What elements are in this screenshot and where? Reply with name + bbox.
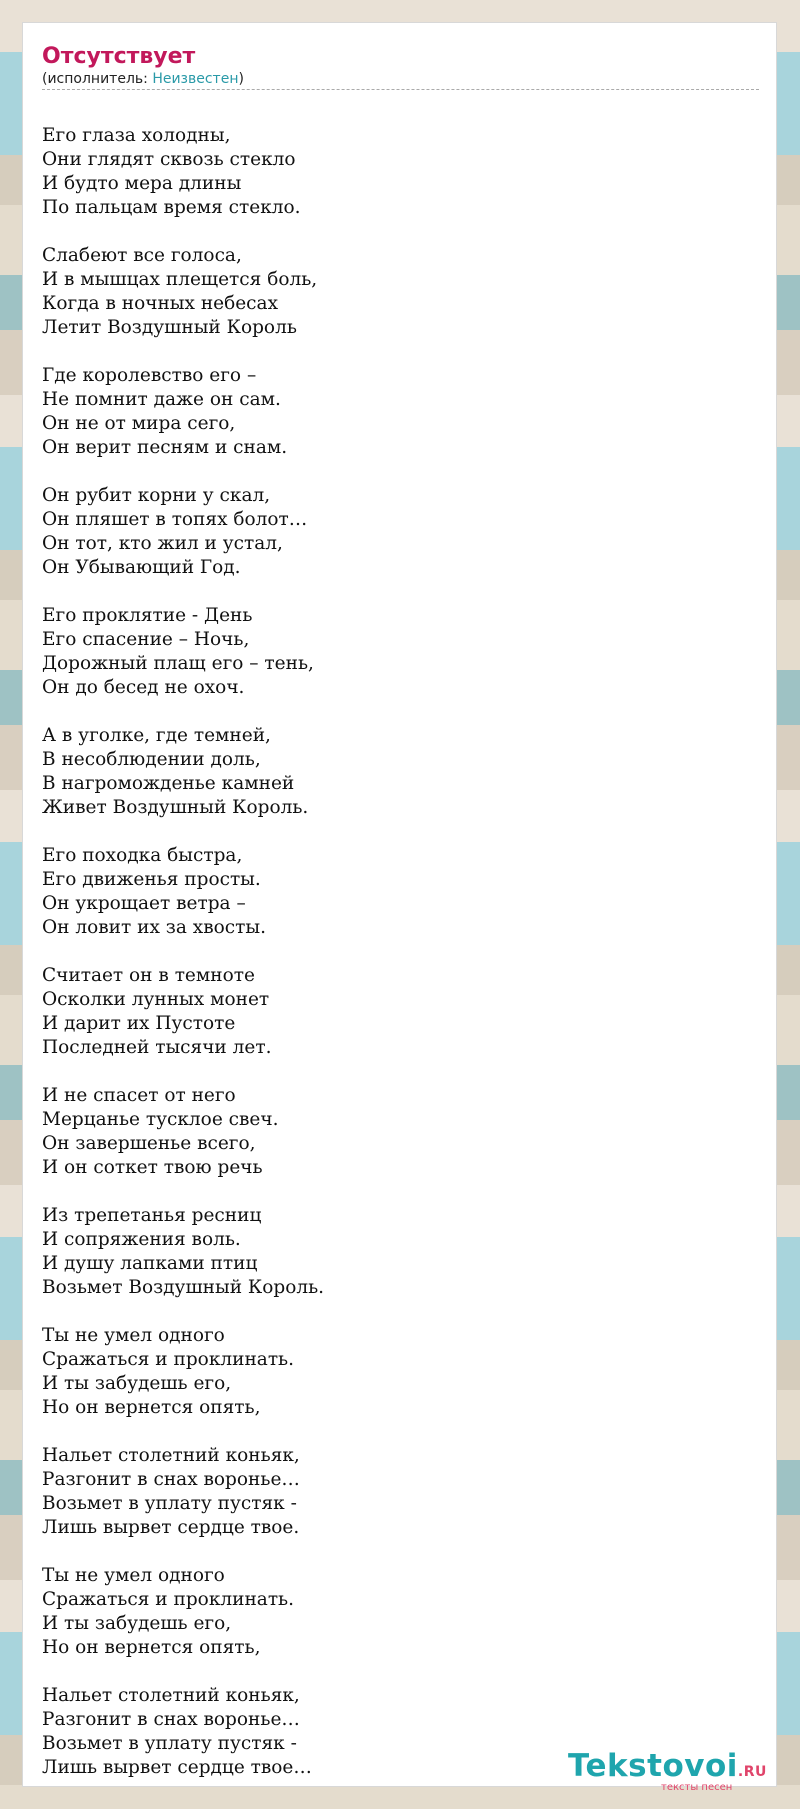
lyric-line: И не спасет от него (42, 1085, 236, 1106)
lyric-line: И душу лапками птиц (42, 1253, 258, 1274)
lyric-line: Его проклятие - День (42, 605, 253, 626)
lyric-line: Он Убывающий Год. (42, 557, 241, 578)
stanza (42, 604, 742, 700)
stanza (42, 844, 742, 940)
lyric-line: Слабеют все голоса, (42, 245, 242, 266)
lyric-line: Из трепетанья ресниц (42, 1205, 262, 1226)
lyric-line: Летит Воздушный Король (42, 317, 297, 338)
lyric-line: Сражаться и проклинать. (42, 1589, 295, 1610)
stanza (42, 1084, 742, 1180)
logo-tagline: тексты песен (661, 1782, 733, 1793)
lyric-line: Ты не умел одного (42, 1325, 225, 1346)
lyric-line: В несоблюдении доль, (42, 749, 261, 770)
stanza (42, 484, 742, 580)
lyric-line: И дарит их Пустоте (42, 1013, 236, 1034)
lyric-line: Он верит песням и снам. (42, 437, 288, 458)
stanza (42, 124, 742, 220)
stanza (42, 1324, 742, 1420)
lyric-line: Возьмет Воздушный Король. (42, 1277, 325, 1298)
lyric-line: Мерцанье тусклое свеч. (42, 1109, 279, 1130)
artist-suffix: ) (238, 71, 244, 87)
logo-main-text: Tekstovoi (568, 1748, 738, 1784)
lyric-line: Но он вернется опять, (42, 1637, 261, 1658)
lyric-line: Он пляшет в топях болот… (42, 509, 308, 530)
lyric-line: Дорожный плащ его – тень, (42, 653, 314, 674)
lyric-line: Нальет столетний коньяк, (42, 1685, 300, 1706)
lyric-line: Он укрощает ветра – (42, 893, 246, 914)
lyric-line: Лишь вырвет сердце твое… (42, 1757, 312, 1778)
lyric-line: Считает он в темноте (42, 965, 255, 986)
lyric-line: И в мышцах плещется боль, (42, 269, 318, 290)
song-header (42, 44, 759, 90)
lyrics-text (42, 124, 742, 1804)
lyric-line: Он рубит корни у скал, (42, 485, 271, 506)
stanza (42, 1564, 742, 1660)
lyric-line: Где королевство его – (42, 365, 257, 386)
lyric-line: Сражаться и проклинать. (42, 1349, 295, 1370)
lyric-line: Возьмет в уплату пустяк - (42, 1733, 297, 1754)
lyric-line: Нальет столетний коньяк, (42, 1445, 300, 1466)
lyric-line: Ты не умел одного (42, 1565, 225, 1586)
lyric-line: Когда в ночных небесах (42, 293, 279, 314)
lyric-line: Его походка быстра, (42, 845, 243, 866)
site-logo[interactable] (568, 1749, 778, 1797)
lyric-line: А в уголке, где темней, (42, 725, 271, 746)
lyrics-card (22, 22, 777, 1793)
lyric-line: Живет Воздушный Король. (42, 797, 309, 818)
lyric-line: В нагроможденье камней (42, 773, 295, 794)
stanza (42, 1204, 742, 1300)
lyric-line: Но он вернется опять, (42, 1397, 261, 1418)
stanza (42, 244, 742, 340)
lyric-line: Он завершенье всего, (42, 1133, 256, 1154)
song-title: Отсутствует (42, 44, 196, 69)
artist-prefix: (исполнитель: (42, 71, 153, 87)
lyric-line: И сопряжения воль. (42, 1229, 241, 1250)
logo-tld: .RU (737, 1764, 767, 1780)
lyric-line: Разгонит в снах воронье… (42, 1709, 300, 1730)
lyric-line: И он соткет твою речь (42, 1157, 263, 1178)
lyric-line: Он тот, кто жил и устал, (42, 533, 283, 554)
lyric-line: И ты забудешь его, (42, 1613, 232, 1634)
lyric-line: И ты забудешь его, (42, 1373, 232, 1394)
stanza (42, 964, 742, 1060)
lyric-line: Его движенья просты. (42, 869, 261, 890)
lyric-line: Он не от мира сего, (42, 413, 236, 434)
stanza (42, 1444, 742, 1540)
lyric-line: Он ловит их за хвосты. (42, 917, 266, 938)
artist-link[interactable]: Неизвестен (152, 71, 239, 87)
artist-line (42, 70, 759, 90)
lyric-line: Последней тысячи лет. (42, 1037, 272, 1058)
lyric-line: Его спасение – Ночь, (42, 629, 250, 650)
lyric-line: Они глядят сквозь стекло (42, 149, 296, 170)
lyric-line: Лишь вырвет сердце твое. (42, 1517, 300, 1538)
lyric-line: Он до бесед не охоч. (42, 677, 245, 698)
lyric-line: По пальцам время стекло. (42, 197, 301, 218)
lyric-line: Не помнит даже он сам. (42, 389, 281, 410)
stanza (42, 364, 742, 460)
stanza (42, 724, 742, 820)
lyric-line: Осколки лунных монет (42, 989, 270, 1010)
lyric-line: Возьмет в уплату пустяк - (42, 1493, 297, 1514)
lyric-line: И будто мера длины (42, 173, 242, 194)
lyric-line: Разгонит в снах воронье… (42, 1469, 300, 1490)
lyric-line: Его глаза холодны, (42, 125, 231, 146)
